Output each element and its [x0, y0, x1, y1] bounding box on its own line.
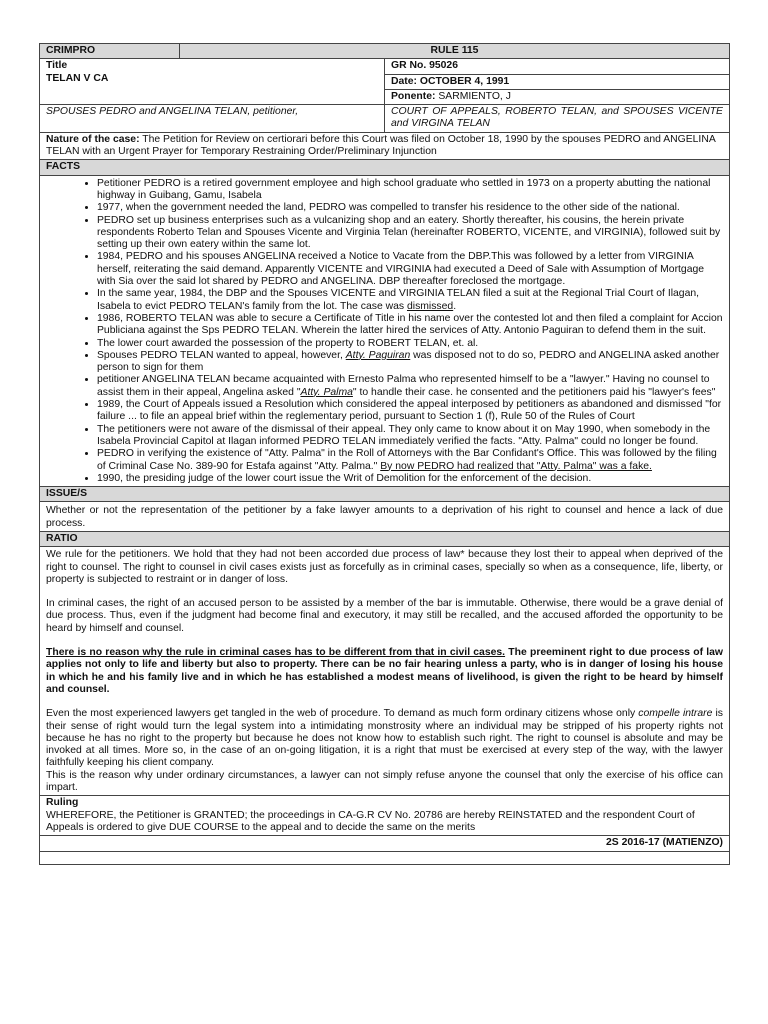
fact-item: • 1984, PEDRO and his spouses ANGELINA received a Notice to Vacate from the DBP.This was followed by a letter from VIRGINIA herself, reiterating the said demand. Apparently VICENTE and VIRGINIA had executed a Deed of Sale with Assumption of Mortgage with Sia over the said lot shared by PEDRO and ANGELINA. DBP thereafter foreclosed the mortgage.	[97, 251, 723, 288]
facts-list	[46, 178, 723, 485]
fact-item: • 1990, the presiding judge of the lower court issue the Writ of Demolition for the enforcement of the decision.	[97, 473, 723, 485]
footer-row	[40, 836, 730, 851]
nature-cell	[40, 132, 730, 160]
civil-cases-text: There is no reason why the rule in criminal cases has to be different from that in civil cases.	[46, 647, 506, 659]
fact-item: • Spouses PEDRO TELAN wanted to appeal, however, Atty. Paguiran was disposed not to do so, PEDRO and ANGELINA asked another person to sign for them	[97, 350, 723, 375]
title-cell	[40, 59, 385, 105]
issue-heading-row	[40, 487, 730, 502]
blank-row	[40, 851, 730, 864]
fact-item: • The lower court awarded the possession of the property to ROBERT TELAN, et. al.	[97, 338, 723, 350]
atty-palma-text: Atty. Palma	[300, 386, 353, 398]
facts-row	[40, 175, 730, 486]
ratio-paragraph: In criminal cases, the right of an accused person to be assisted by a member of the bar is immutable. Otherwise, there would be a grave denial of due process. Thus, even if the judgment had become final and executory, it may still be recalled, and the accused afforded the opportunity to be heard by himself and counsel.	[46, 598, 723, 634]
ponente-cell	[385, 89, 730, 104]
issue-heading: ISSUE/S	[40, 487, 730, 502]
fact-item: • PEDRO in verifying the existence of "Atty. Palma" in the Roll of Attorneys with the Bar Confidant's Office. This was followed by the filing of Criminal Case No. 389-90 for Estafa against "Atty. Palma." By now PEDRO had realized that "Atty. Palma" was a fake.	[97, 448, 723, 473]
ratio-paragraph: We rule for the petitioners. We hold that they had not been accorded due process of law* because they lost their to appeal when deprived of the right to counsel. The right to counsel in civil cases exists just as forcefully as in criminal cases, specially so when as a consequence, life, liberty, or property is subjected to restraint or in danger of loss.	[46, 549, 723, 585]
issue-row	[40, 502, 730, 532]
fact-item: • The petitioners were not aware of the dismissal of their appeal. They only came to know about it on May 1990, when somebody in the Isabela Provincial Capitol at Ilagan informed PEDRO TELAN immediately verified the facts. "Atty. Palma" could no longer be found.	[97, 424, 723, 449]
title-row	[40, 59, 730, 74]
case-digest-table	[39, 43, 730, 865]
nature-label: Nature of the case:	[46, 133, 140, 145]
gr-number: GR No. 95026	[385, 59, 730, 74]
decision-date: Date: OCTOBER 4, 1991	[385, 74, 730, 89]
fact-item: • Petitioner PEDRO is a retired government employee and high school graduate who settled in 1973 on a property abutting the national highway in Guibang, Gamu, Isabela	[97, 178, 723, 203]
facts-heading: FACTS	[40, 160, 730, 175]
facts-heading-row	[40, 160, 730, 175]
subject-label: CRIMPRO	[40, 44, 180, 59]
subject-row	[40, 44, 730, 59]
ratio-cell	[40, 547, 730, 796]
fact-item: • 1986, ROBERTO TELAN was able to secure a Certificate of Title in his name over the contested lot and then filed a complaint for Accion Publiciana against the Sps PEDRO TELAN. Wherein the latter hired the services of Atty. Antonio Paguiran to defend them in the suit.	[97, 313, 723, 338]
facts-cell	[40, 175, 730, 486]
fact-item: • PEDRO set up business enterprises such as a vulcanizing shop and an eatery. Shortly thereafter, his cousins, the herein private respondents Roberto Telan and Spouses Vicente and Virginia Telan (hereinafter ROBERTO, VICENTE, and VIRGINIA), followed suit by setting up their own eatery within the same lot.	[97, 215, 723, 252]
parties-row	[40, 105, 730, 133]
ratio-heading: RATIO	[40, 531, 730, 546]
respondent-cell: COURT OF APPEALS, ROBERTO TELAN, and SPOUSES VICENTE and VIRGINA TELAN	[385, 105, 730, 133]
ratio-row	[40, 547, 730, 796]
ponente-name: SARMIENTO, J	[438, 90, 511, 102]
title-label: Title	[46, 60, 68, 72]
ruling-row	[40, 796, 730, 836]
atty-paguiran-text: Atty. Paguiran	[345, 349, 411, 361]
ratio-heading-row	[40, 531, 730, 546]
fake-lawyer-text: By now PEDRO had realized that "Atty. Palma" was a fake.	[380, 460, 652, 472]
fact-item: • petitioner ANGELINA TELAN became acquainted with Ernesto Palma who represented himself to be a "lawyer." Having no counsel to assist them in their appeal, Angelina asked "Atty. Palma" to handle their case. he consented and the petitioners paid his "lawyer's fees"	[97, 374, 723, 399]
petitioner-cell: SPOUSES PEDRO and ANGELINA TELAN, petitioner,	[40, 105, 385, 133]
compelle-intrare-text: compelle intrare	[638, 708, 713, 720]
ratio-paragraph: There is no reason why the rule in criminal cases has to be different from that in civil cases. The preeminent right to due process of law applies not only to life and liberty but also to property. There can be no fair hearing unless a party, who is in danger of losing his house in which he and his family live and in which he has established a modest means of livelihood, is given the right to be heard by himself and counsel.	[46, 647, 723, 695]
rule-label: RULE 115	[180, 44, 730, 59]
ruling-cell	[40, 796, 730, 836]
fact-item: • 1989, the Court of Appeals issued a Resolution which considered the appeal interposed by petitioners as abandoned and dismissed "for failure ... to file an appeal brief within the reglementary period, pursuant to Section 1 (f), Rule 50 of the Rules of Court	[97, 399, 723, 424]
issue-text: Whether or not the representation of the petitioner by a fake lawyer amounts to a deprivation of his right to counsel and hence a lack of due process.	[40, 502, 730, 532]
nature-row	[40, 132, 730, 160]
ruling-text: WHEREFORE, the Petitioner is GRANTED; the proceedings in CA-G.R CV No. 20786 are hereby REINSTATED and the respondent Court of Appeals is ordered to give DUE COURSE to the appeal and to decide the same on the merits	[46, 809, 695, 833]
ratio-paragraph: Even the most experienced lawyers get tangled in the web of procedure. To demand as much form ordinary citizens whose only compelle intrare is their sense of right would turn the legal system into a intimidating monstrosity where an individual may be stripped of his property rights not because he has no right to the property but because he does not know how to establish such right. The right to counsel is absolute and may be invoked at all times. More so, in the case of an on-going litigation, it is a right that must be exercised at every step of the way, with the lawyer faithfully keeping his client company. This is the reason why under ordinary circumstances, a lawyer can not simply refuse anyone the counsel that only the exercise of his office can impart.	[46, 708, 723, 794]
case-title: TELAN V CA	[46, 72, 109, 84]
fact-item: • 1977, when the government needed the land, PEDRO was compelled to transfer his residence to the other side of the national.	[97, 202, 723, 214]
fact-item: • In the same year, 1984, the DBP and the Spouses VICENTE and VIRGINIA TELAN filed a suit at the Regional Trial Court of Ilagan, Isabela to evict PEDRO TELAN's family from the lot. The case was dismissed.	[97, 288, 723, 313]
nature-text: The Petition for Review on certiorari before this Court was filed on October 18, 1990 by the spouses PEDRO and ANGELINA TELAN with an Urgent Prayer for Temporary Restraining Order/Preliminary Injunction	[46, 133, 716, 158]
blank-cell	[40, 851, 730, 864]
dismissed-text: dismissed	[406, 300, 454, 312]
ponente-label: Ponente:	[391, 90, 436, 102]
footer-credit: 2S 2016-17 (MATIENZO)	[40, 836, 730, 851]
ruling-heading: Ruling	[46, 797, 79, 809]
